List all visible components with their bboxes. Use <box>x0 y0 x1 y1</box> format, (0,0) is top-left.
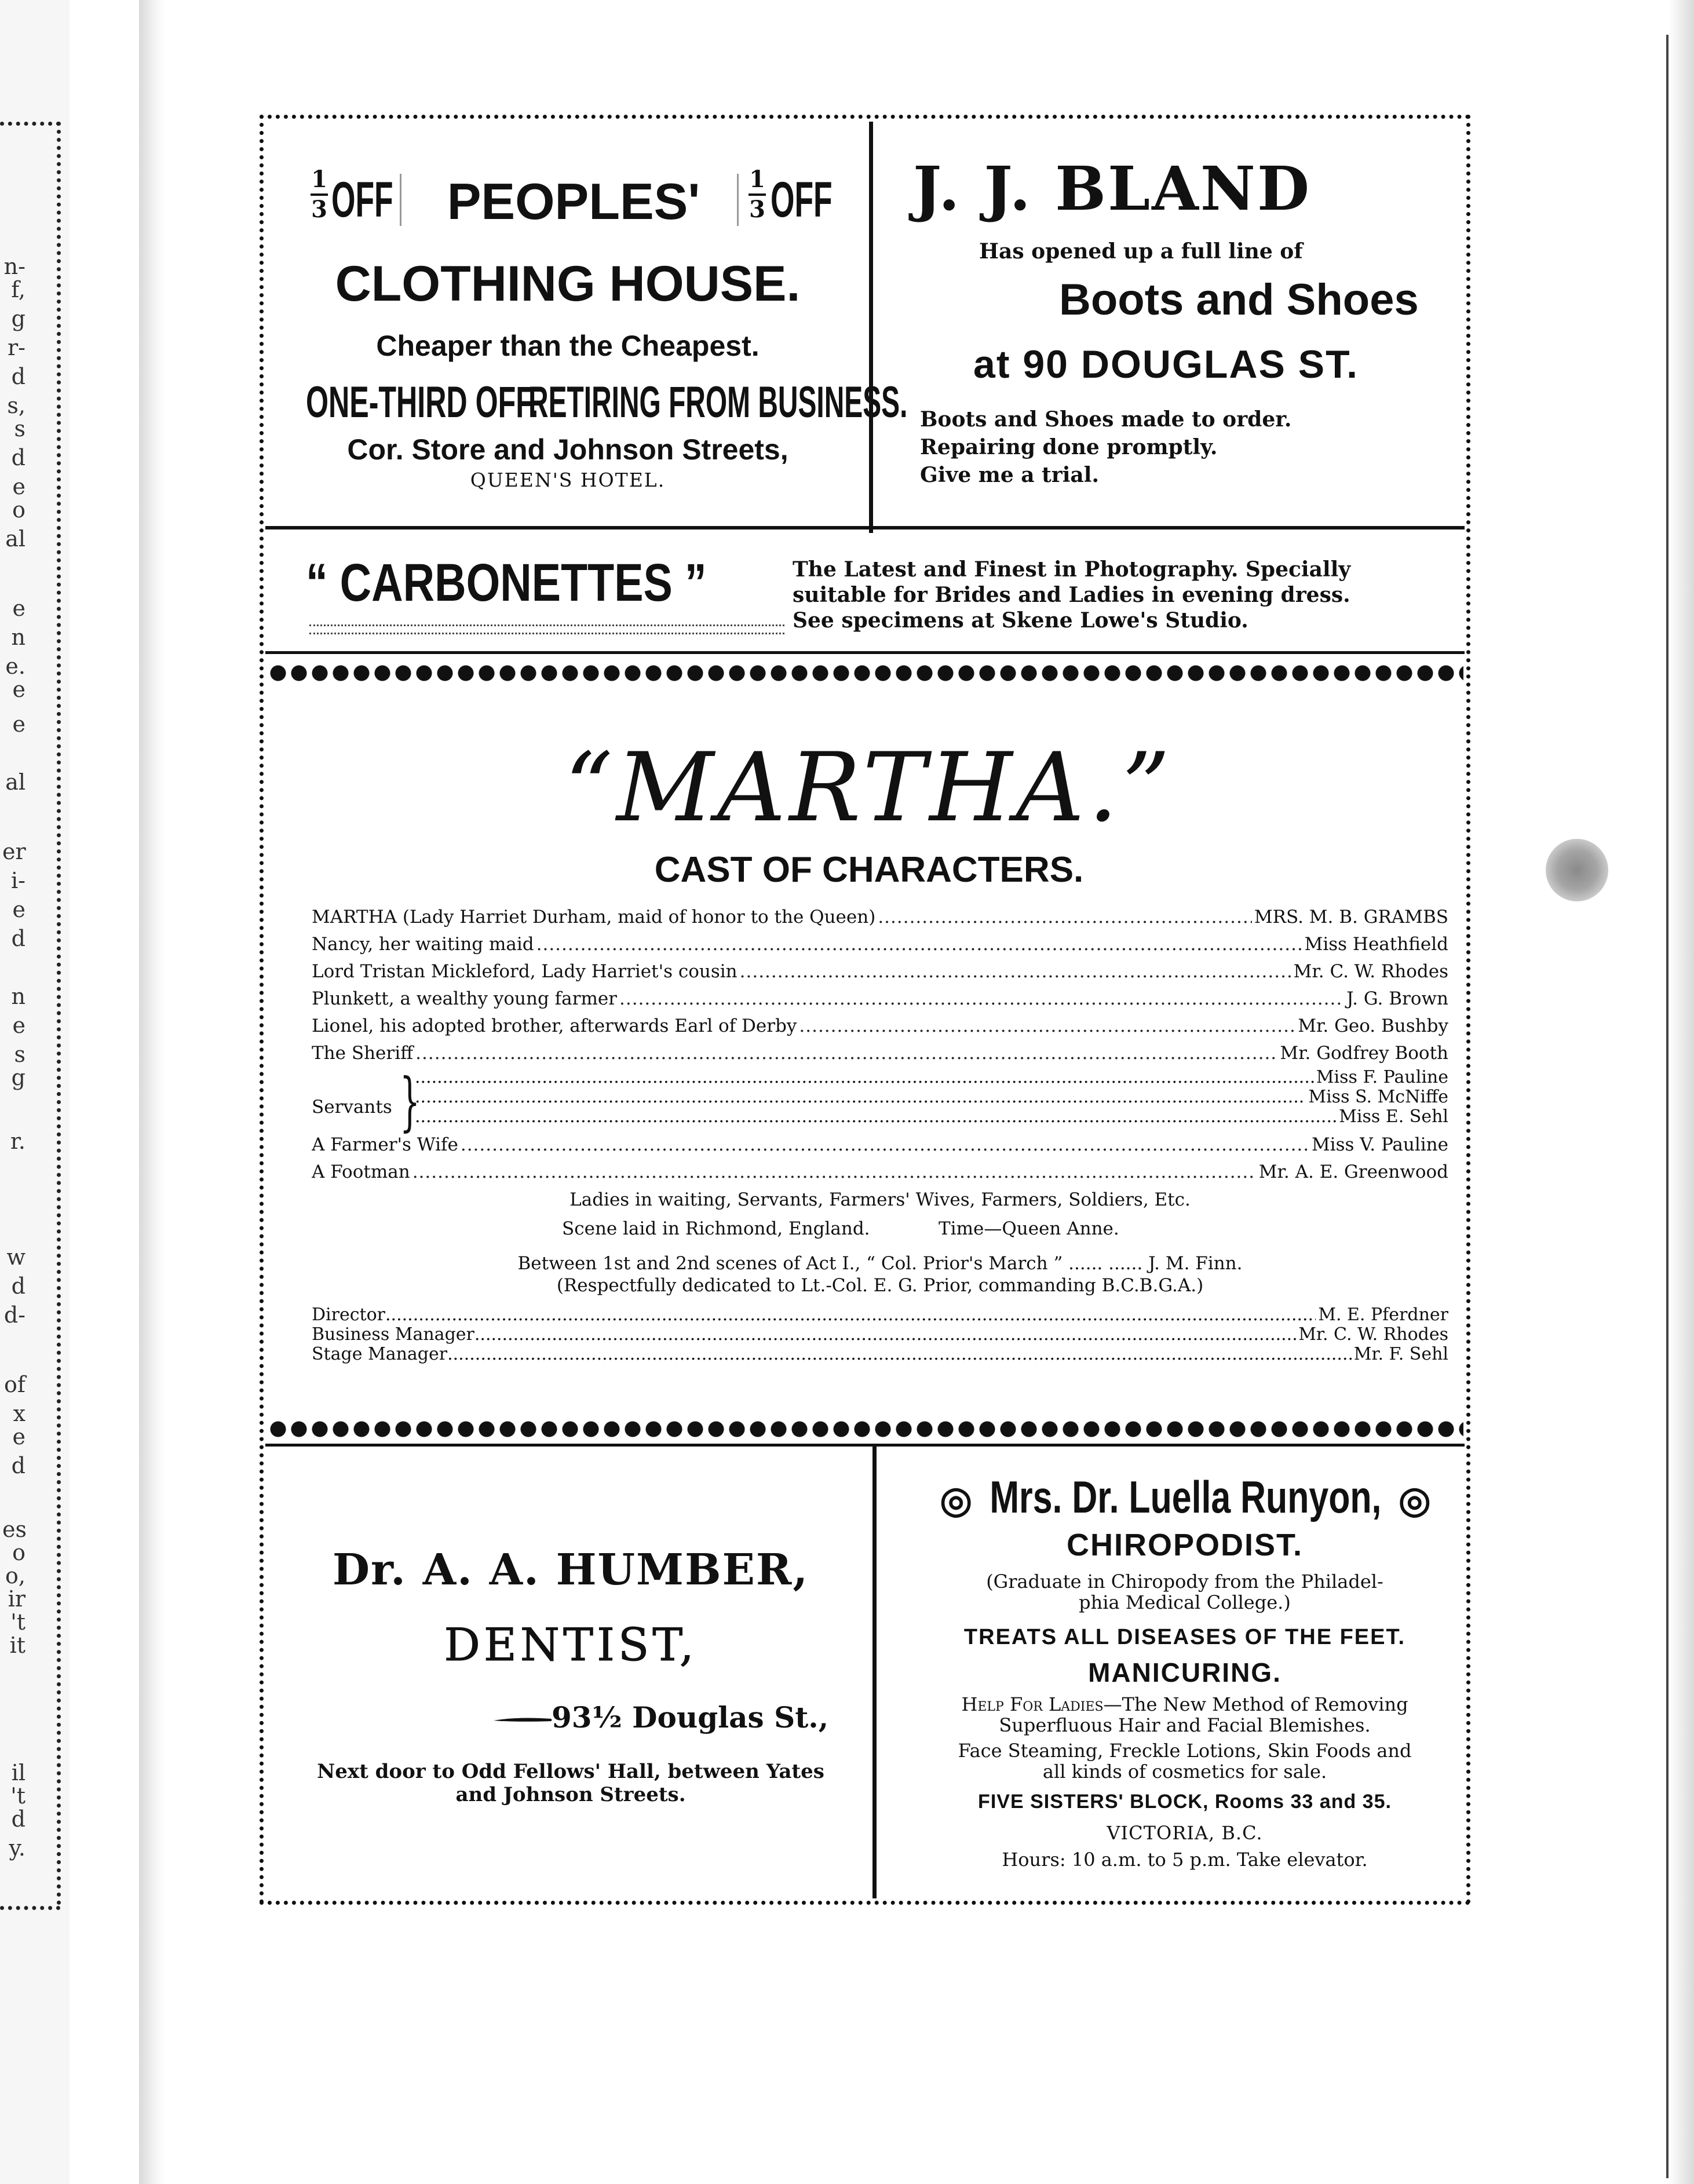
humber-name: Dr. A. A. HUMBER, <box>332 1545 809 1595</box>
left-page-fragment: al <box>5 526 25 552</box>
dot-leader <box>412 1159 1257 1185</box>
left-page-fragment: o <box>12 1540 25 1565</box>
bland-line2: Boots and Shoes <box>1059 275 1419 324</box>
cast-role: Lord Tristan Mickleford, Lady Harriet's cousin <box>312 961 738 982</box>
fraction-numerator-left: 1 <box>311 166 327 193</box>
left-page-border-bottom <box>0 1906 60 1910</box>
beaded-rule-bottom <box>268 1419 1463 1440</box>
bland-name: J. J. BLAND <box>913 153 1312 224</box>
off-label-right: OFF <box>771 172 833 228</box>
staff-name: Mr. F. Sehl <box>1353 1345 1448 1364</box>
left-page-fragment: d <box>11 926 25 951</box>
cast-actor: Miss V. Pauline <box>1311 1134 1448 1155</box>
dot-leader <box>415 1068 1314 1087</box>
off-rule-left <box>400 174 401 226</box>
fraction-denominator-right: 3 <box>749 196 765 223</box>
left-page-fragment: y. <box>9 1835 25 1861</box>
bland-note2: Repairing done promptly. <box>920 435 1218 459</box>
cast-actor: Mr. C. W. Rhodes <box>1293 961 1448 982</box>
fraction-denominator-left: 3 <box>311 196 327 223</box>
cast-actor: J. G. Brown <box>1346 988 1448 1009</box>
left-page-border-top <box>0 122 60 126</box>
left-page-fragment: w <box>6 1244 25 1270</box>
program-subtitle: CAST OF CHARACTERS. <box>654 850 1084 890</box>
humber-profession: DENTIST, <box>444 1619 698 1671</box>
runyon-hours: Hours: 10 a.m. to 5 p.m. Take elevator. <box>1002 1849 1368 1871</box>
cast-role: A Farmer's Wife <box>312 1134 458 1155</box>
page-right-edge-line <box>1666 35 1669 2178</box>
left-page-fragment: n- <box>3 254 25 279</box>
left-page-fragment: g <box>11 306 25 331</box>
left-page-fragment: d <box>11 1273 25 1299</box>
fraction-numerator-right: 1 <box>749 166 765 193</box>
dot-leader <box>536 931 1302 958</box>
peoples-hotel: QUEEN'S HOTEL. <box>470 469 666 491</box>
left-page-fragment: r. <box>10 1128 25 1154</box>
left-page-fragment: x <box>13 1401 25 1426</box>
top-ads-bottom-rule <box>265 526 1465 529</box>
dot-leader <box>447 1345 1352 1364</box>
cast-row <box>312 958 1448 985</box>
staff-role: Stage Manager <box>312 1345 448 1364</box>
servant-actor: Miss S. McNiffe <box>1308 1087 1448 1107</box>
dot-leader <box>415 1040 1277 1067</box>
left-page-fragment: r- <box>7 335 25 360</box>
peoples-offer-right: RETIRING FROM BUSINESS. <box>528 378 908 427</box>
cast-row <box>312 1013 1448 1039</box>
bland-note1: Boots and Shoes made to order. <box>920 407 1292 432</box>
staff-row <box>312 1345 1448 1364</box>
left-page-fragment: es <box>2 1517 27 1542</box>
dot-leader <box>415 1107 1337 1127</box>
beaded-rule-top <box>268 663 1463 684</box>
peoples-name: PEOPLES' <box>447 173 700 230</box>
cast-role: Plunkett, a wealthy young farmer <box>312 988 617 1009</box>
carbonettes-title-underline-2 <box>309 633 784 634</box>
cast-role: A Footman <box>312 1162 410 1182</box>
left-page-fragment: s, <box>7 393 25 418</box>
left-page-fragment: d <box>11 445 25 470</box>
cast-role: Nancy, her waiting maid <box>312 934 534 955</box>
runyon-name: Mrs. Dr. Luella Runyon, <box>989 1471 1382 1522</box>
time-line: Time—Queen Anne. <box>939 1218 1119 1239</box>
left-page-fragment: f, <box>11 277 25 302</box>
carbonettes-title-box <box>306 553 787 612</box>
cast-actor: Mr. A. E. Greenwood <box>1258 1162 1448 1182</box>
runyon-help2: Superfluous Hair and Facial Blemishes. <box>999 1714 1371 1736</box>
off-label-left: OFF <box>331 172 393 228</box>
off-rule-right <box>737 174 739 226</box>
cast-actor: Mr. Geo. Bushby <box>1298 1016 1448 1036</box>
cast-actor: MRS. M. B. GRAMBS <box>1254 907 1448 927</box>
runyon-profession: CHIROPODIST. <box>1066 1528 1304 1562</box>
cast-row <box>312 931 1448 958</box>
staff-row <box>312 1305 1448 1325</box>
left-page-fragment: e <box>12 474 25 499</box>
left-page-fragment: o, <box>5 1563 25 1588</box>
left-page-fragment: e <box>12 1013 25 1038</box>
dot-leader <box>385 1305 1316 1325</box>
dot-leader <box>461 1131 1309 1158</box>
left-page-fragment: e <box>12 677 25 702</box>
peoples-subtitle: CLOTHING HOUSE. <box>335 256 801 312</box>
peoples-tagline: Cheaper than the Cheapest. <box>376 330 760 362</box>
dot-leader <box>474 1325 1296 1345</box>
program-title: “MARTHA.” <box>564 732 1174 843</box>
dot-leader <box>740 958 1291 985</box>
runyon-help1: —The New Method of Removing <box>1103 1693 1408 1715</box>
left-page-fragment: d <box>11 1453 25 1478</box>
servant-actor: Miss F. Pauline <box>1316 1068 1448 1087</box>
staff-name: M. E. Pferdner <box>1318 1305 1448 1325</box>
left-page-fragment: d <box>11 1806 25 1832</box>
carbonettes-text3: See specimens at Skene Lowe's Studio. <box>793 608 1248 633</box>
left-page-fragment: 't <box>10 1609 25 1635</box>
carbonettes-title-underline-1 <box>309 624 784 626</box>
carbonettes-text1: The Latest and Finest in Photography. Specially <box>793 557 1351 582</box>
runyon-city: VICTORIA, B.C. <box>1107 1822 1263 1844</box>
left-page-fragment: of <box>4 1372 25 1397</box>
cast-row <box>312 1131 1448 1158</box>
left-page-fragment: o <box>12 497 25 523</box>
servant-actor: Miss E. Sehl <box>1339 1107 1448 1127</box>
left-page-fragment: 't <box>10 1783 25 1809</box>
left-page-fragment: s <box>14 416 25 441</box>
cast-row <box>312 1040 1448 1067</box>
runyon-graduate2: phia Medical College.) <box>1079 1591 1291 1613</box>
peoples-offer-left: ONE-THIRD OFF. <box>306 378 539 427</box>
left-page-fragment: er <box>2 839 26 864</box>
runyon-help-lead: Help For Ladies <box>961 1693 1104 1715</box>
cast-actor: Mr. Godfrey Booth <box>1280 1043 1448 1064</box>
servant-row <box>415 1087 1448 1107</box>
left-page-fragment: d- <box>3 1302 25 1328</box>
bland-note3: Give me a trial. <box>920 463 1099 487</box>
cast-row <box>312 904 1448 930</box>
runyon-graduate1: (Graduate in Chiropody from the Philadel- <box>986 1571 1383 1593</box>
left-page-fragment: e <box>12 596 25 621</box>
bland-line1: Has opened up a full line of <box>979 239 1303 264</box>
runyon-treats: TREATS ALL DISEASES OF THE FEET. <box>963 1625 1406 1649</box>
dot-leader <box>415 1087 1306 1107</box>
servant-row <box>415 1107 1448 1127</box>
left-page-fragment: g <box>11 1065 25 1090</box>
humber-directions2: and Johnson Streets. <box>455 1783 686 1806</box>
humber-directions1: Next door to Odd Fellows' Hall, between Yates <box>317 1760 824 1783</box>
dot-leader <box>619 985 1344 1012</box>
left-page-fragment: it <box>9 1632 25 1658</box>
page-right-edge <box>1669 0 1694 2184</box>
staff-name: Mr. C. W. Rhodes <box>1298 1325 1448 1345</box>
left-page-fragment: il <box>11 1760 25 1785</box>
servants-label: Servants <box>312 1097 392 1117</box>
left-page-border <box>57 122 61 1906</box>
pointing-dash-icon <box>494 1715 552 1723</box>
runyon-face1: Face Steaming, Freckle Lotions, Skin Foods and <box>958 1740 1412 1762</box>
dedication-line: (Respectfully dedicated to Lt.-Col. E. G. Prior, commanding B.C.B.G.A.) <box>556 1275 1204 1296</box>
runyon-face2: all kinds of cosmetics for sale. <box>1042 1761 1327 1783</box>
ornament-icon: ◎ <box>1398 1479 1431 1521</box>
ornament-icon: ◎ <box>940 1479 973 1521</box>
left-page-fragment: ir <box>8 1586 25 1612</box>
carbonettes-bottom-rule <box>265 651 1465 654</box>
dot-leader <box>878 904 1252 930</box>
peoples-offer-right-box <box>528 377 934 429</box>
runyon-header <box>919 1469 1452 1525</box>
cast-row <box>312 1159 1448 1185</box>
bottom-ads-top-rule <box>265 1444 1465 1447</box>
cast-role: Lionel, his adopted brother, afterwards Earl of Derby <box>312 1016 797 1036</box>
carbonettes-title: “ CARBONETTES ” <box>306 553 707 612</box>
left-page-fragment: n <box>11 984 25 1009</box>
cast-actor: Miss Heathfield <box>1304 934 1448 955</box>
left-page-fragment: i- <box>11 868 25 893</box>
punch-hole-mark <box>1546 839 1608 901</box>
cast-role: MARTHA (Lady Harriet Durham, maid of honor to the Queen) <box>312 907 876 927</box>
carbonettes-text2: suitable for Brides and Ladies in evening dress. <box>793 583 1350 607</box>
bland-line3: at 90 DOUGLAS ST. <box>973 342 1359 386</box>
chorus-line: Ladies in waiting, Servants, Farmers' Wives, Farmers, Soldiers, Etc. <box>569 1189 1191 1210</box>
cast-role: The Sheriff <box>312 1043 414 1064</box>
left-page-fragment: s <box>14 1042 25 1067</box>
servant-row <box>415 1068 1448 1087</box>
staff-row <box>312 1325 1448 1345</box>
servants-brace: } <box>400 1064 420 1138</box>
staff-role: Director <box>312 1305 386 1325</box>
march-line: Between 1st and 2nd scenes of Act I., “ Col. Prior's March ” ...... ...... J. M. Finn. <box>517 1253 1243 1274</box>
left-page-fragment: e <box>12 711 25 737</box>
dot-leader <box>799 1013 1295 1039</box>
runyon-manicuring: MANICURING. <box>1088 1657 1282 1688</box>
left-page-fragment: e <box>12 897 25 922</box>
cast-row <box>312 985 1448 1012</box>
top-ad-divider <box>869 122 873 533</box>
page-gutter <box>139 0 165 2184</box>
left-page-fragment: e <box>12 1424 25 1449</box>
scene-line: Scene laid in Richmond, England. <box>562 1218 870 1239</box>
left-page-fragment: al <box>5 769 25 795</box>
runyon-help-line1 <box>904 1693 1466 1716</box>
runyon-block: FIVE SISTERS' BLOCK, Rooms 33 and 35. <box>978 1791 1392 1813</box>
bottom-ad-divider <box>872 1447 877 1898</box>
peoples-address: Cor. Store and Johnson Streets, <box>347 433 788 466</box>
humber-address: 93½ Douglas St., <box>552 1700 829 1734</box>
left-page-fragment: d <box>11 364 25 389</box>
left-page-fragment: n <box>11 624 25 650</box>
staff-role: Business Manager <box>312 1325 474 1345</box>
left-page-fragment: e. <box>5 653 25 679</box>
